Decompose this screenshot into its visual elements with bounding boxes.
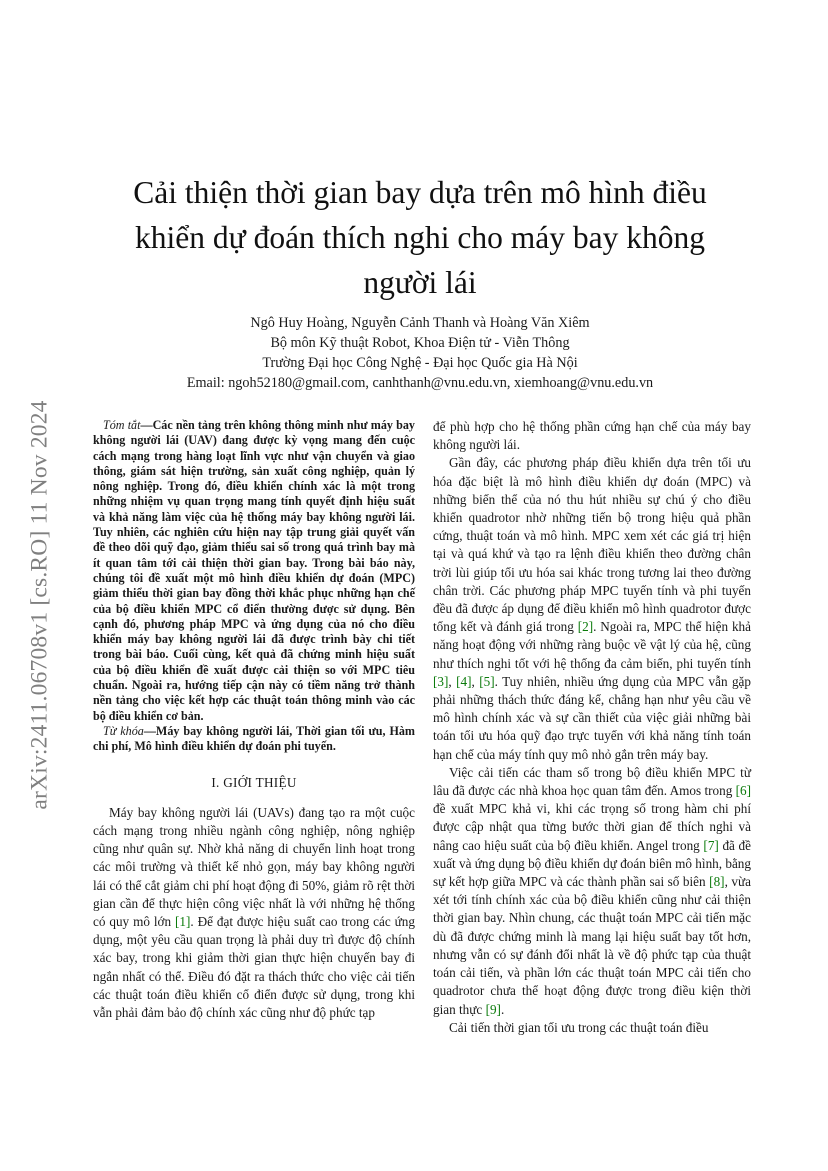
citation-link[interactable]: [2] bbox=[577, 619, 594, 635]
keywords bbox=[93, 724, 415, 755]
arxiv-identifier-stamp bbox=[22, 360, 58, 850]
paragraph-text: đã đề xuất và ứng dụng bộ điều khiển dự đoán biên mô hình, bằng sự kết hợp giữa MPC và các thành phần sai số biên bbox=[433, 837, 751, 890]
paragraph-text: . bbox=[500, 1001, 505, 1017]
mpc-paragraph bbox=[433, 454, 751, 763]
keywords-lead: Từ khóa bbox=[103, 723, 144, 738]
paragraph-text: . Tuy nhiên, nhiều ứng dụng của MPC vẫn gặp phải những thách thức đáng kể, chẳng hạn như yêu cầu về mô hình chính xác và sự cần thiết của việc giải những bài toán tối ưu hóa quỹ đạo trực tuyến với khả năng tính toán hạn chế của máy tính quy mô nhỏ gắn trên máy bay. bbox=[433, 673, 752, 762]
author-university: Trường Đại học Công Nghệ - Đại học Quốc gia Hà Nội bbox=[262, 355, 578, 371]
author-department: Bộ môn Kỹ thuật Robot, Khoa Điện tử - Viễn Thông bbox=[270, 335, 570, 351]
abstract-text: —Các nền tảng trên không thông minh như máy bay không người lái (UAV) đang được kỳ vọng mang đến cuộc cách mạng trong hàng loạt lĩnh vực như vận chuyển và giao thông, giám sát hiện trường, sản xuất công nghiệp, quản lý nông nghiệp. Trong đó, điều khiển chính xác là một trong những nhiệm vụ quan trọng mang tính quyết định hiệu suất và khả năng làm việc của hệ thống máy bay không người lái. Tuy nhiên, các nghiên cứu hiện nay tập trung giải quyết vấn đề theo dõi quỹ đạo, giảm thiểu sai số trong quá trình bay mà ít quan tâm tới cải thiện thời gian bay. Trong bài báo này, chúng tôi đề xuất một mô hình điều khiển dự đoán (MPC) giảm thiểu thời gian bay đồng thời khắc phục những hạn chế của bộ điều khiển MPC cổ điển thường được sử dụng. Bên cạnh đó, phương pháp MPC và ứng dụng của nó cho điều khiển máy bay không người lái đã được trình bày chi tiết trong bài báo. Cuối cùng, kết quả đã chứng minh hiệu suất của bộ điều khiển đề xuất được cải thiện so với MPC tiêu chuẩn. Ngoài ra, hướng tiếp cận này có tiềm năng trở thành nền tảng cho việc kết hợp các thuật toán thông minh vào các bộ điều khiển cơ bản. bbox=[93, 418, 415, 723]
title-line: người lái bbox=[363, 265, 477, 300]
left-column bbox=[93, 418, 415, 1022]
author-email: Email: ngoh52180@gmail.com, canhthanh@vnu.edu.vn, xiemhoang@vnu.edu.vn bbox=[186, 375, 654, 391]
keywords-text: —Máy bay không người lái, Thời gian tối ưu, Hàm chi phí, Mô hình điều khiển dự đoán phi tuyến. bbox=[93, 723, 415, 754]
closing-paragraph-start: Cải tiến thời gian tối ưu trong các thuật toán điều bbox=[449, 1019, 709, 1035]
paragraph-text: Gần đây, các phương pháp điều khiển dựa trên tối ưu hóa đặc biệt là mô hình điều khiển dự đoán (MPC) và những biến thể của nó thu hút nhiều sự chú ý cho điều khiển quadrotor nhờ những tiến bộ trong hiệu quả phần cứng, thuật toán và mô hình. MPC xem xét các giá trị hiện tại và quá khứ và tạo ra lệnh điều khiển theo đường chân trời lùi giúp tối ưu hóa sai khác trong tương lai theo đường chân trời. Các phương pháp MPC tuyến tính và phi tuyến đều đã được áp dụng để điều khiển mô hình quadrotor được tổng kết và đánh giá trong bbox=[433, 455, 751, 635]
citation-link[interactable]: [5] bbox=[479, 673, 495, 689]
author-names: Ngô Huy Hoàng, Nguyễn Cảnh Thanh và Hoàng Văn Xiêm bbox=[250, 315, 590, 331]
arxiv-identifier-text: arXiv:2411.06708v1 [cs.RO] 11 Nov 2024 bbox=[26, 400, 53, 810]
right-column bbox=[433, 418, 751, 1037]
citation-link[interactable]: [7] bbox=[703, 837, 719, 853]
continued-paragraph: để phù hợp cho hệ thống phần cứng hạn chế của máy bay không người lái. bbox=[433, 419, 751, 453]
author-block bbox=[120, 313, 720, 393]
abstract-lead: Tóm tắt bbox=[103, 418, 141, 432]
citation-link[interactable]: [6] bbox=[735, 783, 751, 799]
paragraph-text: đề xuất MPC khả vi, khi các trọng số trong hàm chi phí được cập nhật qua từng bước thời gian để thích nghi và nâng cao hiệu suất của bộ điều khiển. Angel trong bbox=[433, 801, 751, 853]
paragraph-text: , bbox=[448, 673, 457, 689]
paragraph-text: Việc cải tiến các tham số trong bộ điều khiển MPC từ lâu đã được các nhà khoa học quan tâm đến. Amos trong bbox=[433, 764, 751, 799]
intro-paragraph bbox=[93, 804, 415, 1022]
citation-link[interactable]: [8] bbox=[709, 874, 725, 890]
title-line: khiển dự đoán thích nghi cho máy bay không bbox=[135, 220, 705, 255]
citation-link[interactable]: [1] bbox=[175, 913, 191, 929]
paragraph-text: , bbox=[471, 673, 480, 689]
citation-link[interactable]: [9] bbox=[485, 1001, 501, 1017]
paragraph-text: . Để đạt được hiệu suất cao trong các ứng dụng, một yêu cầu quan trọng là phải duy trì được độ chính xác bay, trong khi giảm thời gian thực hiện chuyến bay đi ngắn nhất có thể. Điều đó đặt ra thách thức cho việc cải tiến các thuật toán điều khiển cổ điển được sử dụng, trong khi vẫn phải đảm bảo độ chính xác cũng như độ phức tạp bbox=[93, 913, 415, 1020]
title-line: Cải thiện thời gian bay dựa trên mô hình điều bbox=[133, 175, 707, 210]
paragraph-text: Máy bay không người lái (UAVs) đang tạo ra một cuộc cách mạng trong nhiều ngành công nghiệp, nông nghiệp cũng như quân sự. Nhờ khả năng di chuyển linh hoạt trong các môi trường và thiết kế nhỏ gọn, máy bay không người lái có thể cắt giảm chi phí hoạt động đi 50%, giảm rõ rệt thời gian cần để thực hiện công việc nhất là với những hệ thống có quy mô lớn bbox=[93, 804, 415, 929]
abstract bbox=[93, 418, 415, 724]
citation-link[interactable]: [4] bbox=[456, 673, 472, 689]
paper-title bbox=[90, 170, 750, 305]
paragraph-text: . Ngoài ra, MPC thể hiện khả năng hoạt động với những ràng buộc về vật lý của hệ, cũng như thích nghi tốt với hệ thống đa cảm biến, phi tuyến tính bbox=[433, 619, 751, 671]
section-heading-introduction: I. GIỚI THIỆU bbox=[211, 774, 297, 790]
paragraph-text: , vừa xét tới tính chính xác của bộ điều khiển cũng như cải thiện thời gian bay. Nhìn chung, các thuật toán MPC cải tiến mặc dù đã được chứng minh là mang lại hiệu suất bay tốt hơn, nhưng vẫn có sự đánh đổi nhất là về độ phức tạp của thuật toán cải tiến, và phần lớn các thuật toán MPC cải tiến cho quadrotor chưa thể hoạt động được trong điều kiện thời gian thực bbox=[433, 874, 751, 1017]
citation-link[interactable]: [3] bbox=[433, 673, 449, 689]
improvement-paragraph bbox=[433, 764, 751, 1019]
